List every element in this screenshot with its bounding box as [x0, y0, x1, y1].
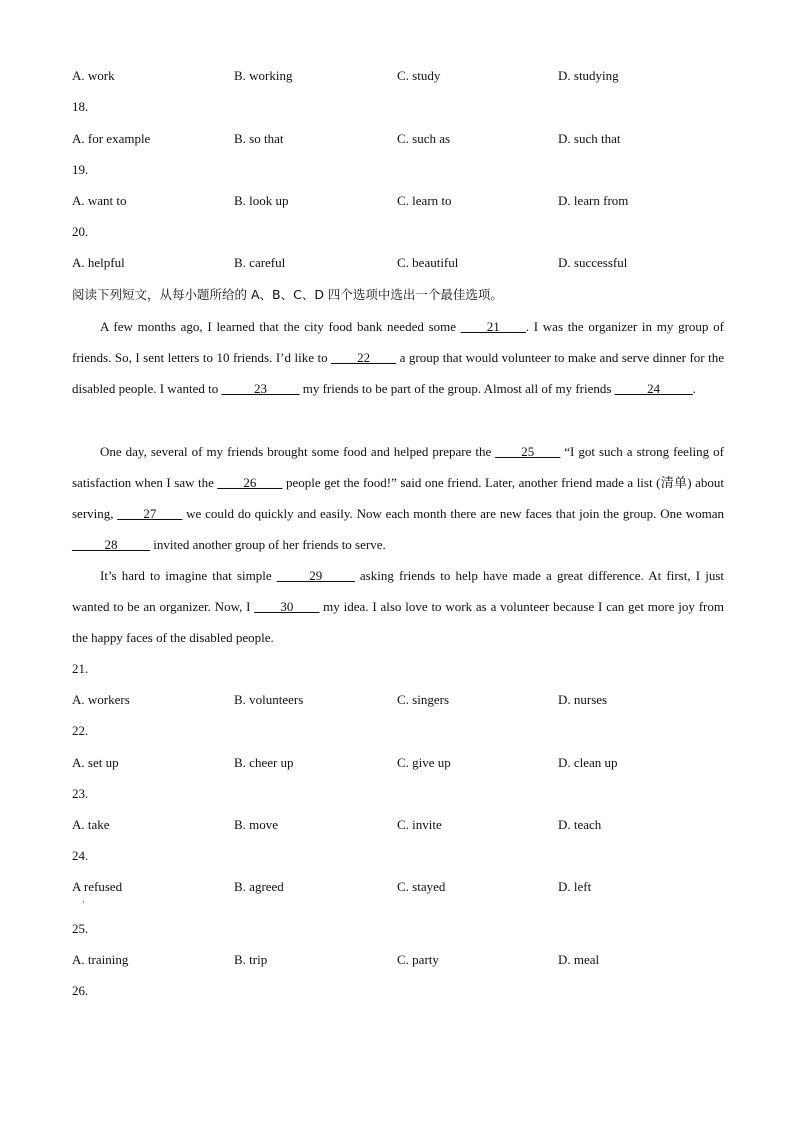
question-23-number: 23.: [72, 786, 89, 801]
blank-23[interactable]: _____23_____: [221, 381, 300, 396]
option-d[interactable]: D. nurses: [558, 692, 608, 707]
passage-text: invited another group of her friends to serve.: [150, 537, 386, 552]
option-a[interactable]: A. helpful: [72, 255, 125, 270]
passage-paragraph-3: [72, 560, 724, 653]
option-b[interactable]: B. move: [234, 817, 279, 832]
question-18-options: [72, 130, 732, 148]
option-d[interactable]: D. successful: [558, 255, 628, 270]
option-a[interactable]: A. want to: [72, 193, 127, 208]
option-b[interactable]: B. so that: [234, 131, 284, 146]
option-a[interactable]: A refused: [72, 879, 123, 894]
question-25-number: 25.: [72, 921, 89, 936]
option-d[interactable]: D. teach: [558, 817, 602, 832]
blank-26[interactable]: ____26____: [217, 475, 283, 490]
option-d[interactable]: D. learn from: [558, 193, 629, 208]
option-a[interactable]: A. training: [72, 952, 129, 967]
option-d[interactable]: D. clean up: [558, 755, 618, 770]
question-21-number: 21.: [72, 661, 89, 676]
blank-24[interactable]: _____24_____: [614, 381, 693, 396]
option-a[interactable]: A. for example: [72, 131, 151, 146]
passage-text: “I got such a strong feeling of satisfaction when I saw the: [72, 444, 724, 490]
passage-text: . I was the organizer in my group of friends. So, I sent letters to 10 friends. I’d like to: [72, 319, 724, 365]
question-23-options: [72, 816, 732, 834]
option-a[interactable]: A. take: [72, 817, 110, 832]
passage-text: a group that would volunteer to make and serve dinner for the disabled people. I wanted to: [72, 350, 724, 396]
option-b[interactable]: B. working: [234, 68, 293, 83]
option-c[interactable]: C. give up: [397, 755, 451, 770]
blank-25[interactable]: ____25____: [495, 444, 561, 459]
passage-paragraph-1: [72, 311, 724, 404]
question-22-number: 22.: [72, 723, 89, 738]
blank-29[interactable]: _____29_____: [276, 568, 355, 583]
question-17-options: [72, 67, 732, 85]
option-a[interactable]: A. set up: [72, 755, 119, 770]
option-b[interactable]: B. agreed: [234, 879, 284, 894]
passage-text: One day, several of my friends brought some food and helped prepare the: [100, 444, 496, 459]
passage-text: A few months ago, I learned that the city food bank needed some: [100, 319, 461, 334]
question-24-options: [72, 878, 732, 896]
option-c[interactable]: C. such as: [397, 131, 451, 146]
question-24-number: 24.: [72, 848, 89, 863]
option-c[interactable]: C. invite: [397, 817, 442, 832]
passage-text: my friends to be part of the group. Almost all of my friends: [299, 381, 615, 396]
question-21-options: [72, 691, 732, 709]
question-20-number: 20.: [72, 224, 89, 239]
option-c[interactable]: C. beautiful: [397, 255, 459, 270]
passage-text: asking friends to help have made a great difference. At first, I just wanted to be an organizer. Now, I: [72, 568, 724, 614]
blank-21[interactable]: ____21____: [460, 319, 526, 334]
blank-22[interactable]: ____22____: [331, 350, 397, 365]
question-20-options: [72, 254, 732, 272]
question-22-options: [72, 754, 732, 772]
option-d[interactable]: D. studying: [558, 68, 619, 83]
passage-text: people get the food!” said one friend. Later, another friend made a list (清单) about serving,: [72, 475, 724, 521]
question-25-options: [72, 951, 732, 969]
question-19-number: 19.: [72, 162, 89, 177]
passage-text: .: [692, 381, 696, 396]
blank-30[interactable]: ____30____: [254, 599, 320, 614]
option-c[interactable]: C. singers: [397, 692, 449, 707]
question-19-options: [72, 192, 732, 210]
option-a[interactable]: A. work: [72, 68, 115, 83]
option-c[interactable]: C. party: [397, 952, 439, 967]
blank-28[interactable]: _____28_____: [72, 537, 150, 552]
passage-text: It’s hard to imagine that simple: [100, 568, 277, 583]
blank-27[interactable]: ____27____: [117, 506, 183, 521]
option-c[interactable]: C. study: [397, 68, 441, 83]
option-b[interactable]: B. careful: [234, 255, 286, 270]
reading-instruction: 阅读下列短文，从每小题所给的 A、B、C、D 四个选项中选出一个最佳选项。: [72, 287, 503, 302]
option-c[interactable]: C. learn to: [397, 193, 452, 208]
passage-paragraph-2: [72, 436, 724, 560]
option-a[interactable]: A. workers: [72, 692, 130, 707]
option-b[interactable]: B. look up: [234, 193, 289, 208]
passage-text: my idea. I also love to work as a volunteer because I can get more joy from the happy faces of the disabled people.: [72, 599, 724, 645]
option-d[interactable]: D. left: [558, 879, 592, 894]
question-18-number: 18.: [72, 99, 89, 114]
passage-text: we could do quickly and easily. Now each month there are new faces that join the group. One woman: [182, 506, 724, 521]
option-d[interactable]: D. such that: [558, 131, 621, 146]
option-c[interactable]: C. stayed: [397, 879, 446, 894]
option-b[interactable]: B. cheer up: [234, 755, 294, 770]
option-b[interactable]: B. volunteers: [234, 692, 304, 707]
question-26-number: 26.: [72, 983, 89, 998]
option-b[interactable]: B. trip: [234, 952, 268, 967]
stray-dot-mark: ·: [82, 897, 85, 907]
option-d[interactable]: D. meal: [558, 952, 600, 967]
